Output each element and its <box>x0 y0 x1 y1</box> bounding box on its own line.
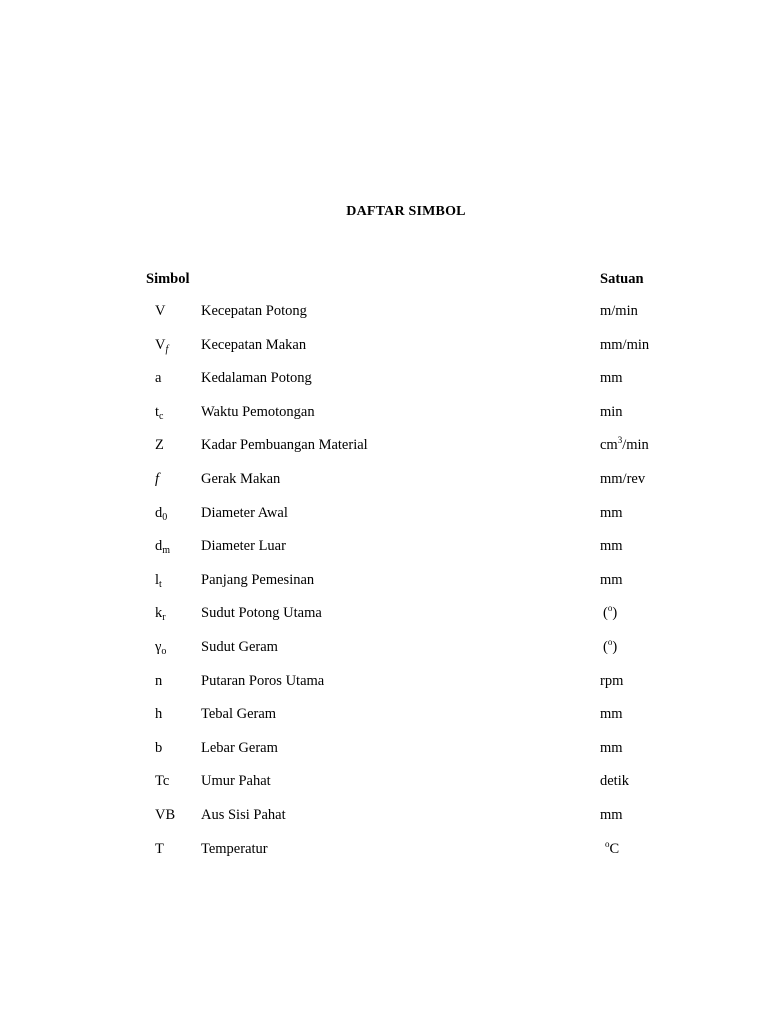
description-cell: Sudut Geram <box>201 638 278 655</box>
description-cell: Temperatur <box>201 840 268 857</box>
symbol-cell: $\gamma_o$ <box>155 638 167 657</box>
description-cell: Putaran Poros Utama <box>201 672 325 689</box>
symbol-row <box>0 572 768 606</box>
symbol-row <box>0 740 768 774</box>
column-header-unit: Satuan <box>600 271 644 287</box>
page-title: DAFTAR SIMBOL <box>346 204 466 219</box>
symbol-list <box>0 303 768 874</box>
unit-cell: ($^o$) <box>603 636 618 655</box>
unit-cell: mm/min <box>600 336 650 353</box>
unit-cell: detik <box>600 773 629 790</box>
symbol-cell: $d_0$ <box>155 504 168 523</box>
unit-cell: mm <box>600 571 623 588</box>
symbol-cell: $k_r$ <box>155 605 166 624</box>
unit-cell: mm <box>600 739 623 756</box>
symbol-row <box>0 706 768 740</box>
description-cell: Diameter Luar <box>201 538 286 555</box>
unit-cell: mm <box>600 370 623 387</box>
description-cell: Umur Pahat <box>201 773 271 790</box>
symbol-row <box>0 807 768 841</box>
symbol-row <box>0 337 768 371</box>
symbol-row <box>0 838 768 875</box>
description-cell: Kadar Pembuangan Material <box>201 437 368 454</box>
unit-cell: mm <box>600 504 623 521</box>
symbol-cell: V <box>155 303 166 319</box>
symbol-row <box>0 773 768 807</box>
description-cell: Panjang Pemesinan <box>201 571 315 588</box>
unit-cell: rpm <box>600 672 624 689</box>
symbol-row <box>0 303 768 337</box>
symbol-row <box>0 538 768 572</box>
symbol-cell: h <box>155 706 163 723</box>
symbol-cell: T <box>155 840 164 857</box>
description-cell: Gerak Makan <box>201 470 281 487</box>
symbol-cell: $V_f$ <box>155 336 169 355</box>
symbol-cell: $l_t$ <box>155 571 162 590</box>
symbol-cell: b <box>155 739 163 756</box>
description-cell: Kecepatan Potong <box>201 303 307 319</box>
symbol-cell: Z <box>155 437 164 454</box>
symbol-row <box>0 605 768 639</box>
unit-cell: $cm^3/\min$ <box>600 435 649 454</box>
symbol-row <box>0 370 768 404</box>
symbol-row <box>0 673 768 707</box>
unit-cell: mm/rev <box>600 470 646 487</box>
symbol-cell: f <box>155 470 160 487</box>
symbol-cell: $d_m$ <box>155 538 171 557</box>
symbol-row <box>0 471 768 505</box>
unit-cell: $^o$C <box>605 838 620 857</box>
symbol-cell: a <box>155 370 162 387</box>
description-cell: Sudut Potong Utama <box>201 605 322 622</box>
symbol-cell: n <box>155 672 163 689</box>
symbol-cell: Tc <box>155 773 170 790</box>
description-cell: Kedalaman Potong <box>201 370 312 387</box>
description-cell: Diameter Awal <box>201 504 288 521</box>
symbol-row <box>0 404 768 438</box>
symbol-cell: $t_c$ <box>155 403 164 422</box>
unit-cell: min <box>600 403 623 420</box>
unit-cell: m/min <box>600 303 638 319</box>
description-cell: Waktu Pemotongan <box>201 403 315 420</box>
description-cell: Kecepatan Makan <box>201 336 307 353</box>
symbol-row <box>0 437 768 471</box>
column-header-symbol: Simbol <box>146 271 190 287</box>
symbol-row <box>0 636 768 673</box>
unit-cell: mm <box>600 538 623 555</box>
description-cell: Lebar Geram <box>201 739 278 756</box>
unit-cell: mm <box>600 806 623 823</box>
symbol-row <box>0 505 768 539</box>
unit-cell: mm <box>600 706 623 723</box>
description-cell: Tebal Geram <box>201 706 277 723</box>
symbol-cell: VB <box>155 806 176 823</box>
unit-cell: ($^o$) <box>603 603 618 622</box>
description-cell: Aus Sisi Pahat <box>201 806 286 823</box>
